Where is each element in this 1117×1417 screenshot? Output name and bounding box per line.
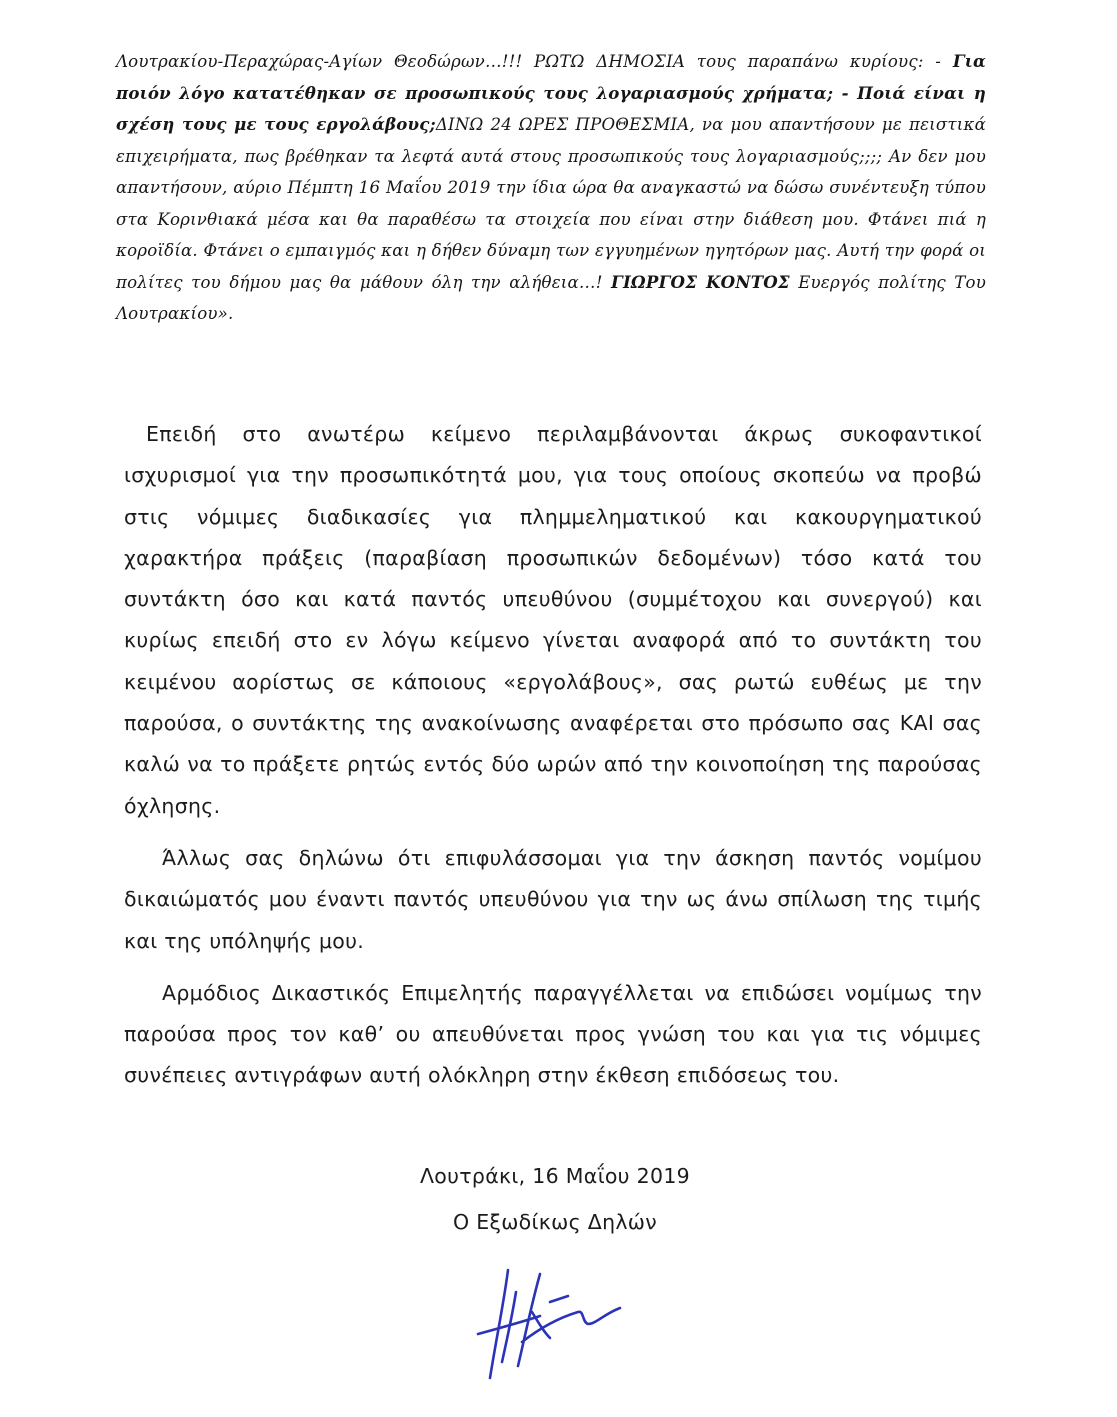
place-date: Λουτράκι, 16 Μαΐου 2019 — [419, 1164, 691, 1188]
paragraph-bailiff: Αρμόδιος Δικαστικός Επιμελητής παραγγέλλεται να επιδώσει νομίμως την παρούσα προς τον καθ’ ου απευθύνεται προς γνώση του και για τις νόμιμες συνέπειες αντιγράφων αυτή ολόκληρη στην έκθεση επιδόσεως του. — [124, 980, 982, 1088]
signatory-role: Ο Εξωδίκως Δηλών — [452, 1210, 658, 1234]
quote-bold-questions: Για ποιόν λόγο κατατέθηκαν σε προσωπικούς τους λογαριασμούς χρήματα; - Ποιά είναι η σχέση τους με τους εργολάβους; — [116, 51, 987, 134]
quoted-announcement — [116, 46, 986, 330]
handwritten-signature — [470, 1262, 640, 1382]
main-body — [124, 414, 982, 1108]
paragraph-reservation: Άλλως σας δηλώνω ότι επιφυλάσσομαι για την άσκηση παντός νομίμου δικαιώματός μου έναντι παντός υπευθύνου για την ως άνω σπίλωση της τιμής και της υπόληψής μου. — [124, 845, 982, 953]
quote-text-1: Λουτρακίου-Περαχώρας-Αγίων Θεοδώρων…!!! ΡΩΤΩ ΔΗΜΟΣΙΑ τους παραπάνω κυρίους: - — [116, 52, 942, 71]
quote-author-name: ΓΙΩΡΓΟΣ ΚΟΝΤΟΣ — [610, 271, 790, 292]
quote-text-3: Ευεργός πολίτης Του Λουτρακίου». — [116, 272, 986, 323]
paragraph-claims: Επειδή στο ανωτέρω κείμενο περιλαμβάνονται άκρως συκοφαντικοί ισχυρισμοί για την προσωπικότητά μου, για τους οποίους σκοπεύω να προβώ στις νόμιμες διαδικασίες για πλημμεληματικού και κακουργηματικού χαρακτήρα πράξεις (παραβίαση προσωπικών δεδομένων) τόσο κατά του συντάκτη όσο και κατά παντός υπευθύνου (συμμέτοχου και συνεργού) και κυρίως επειδή στο εν λόγω κείμενο γίνεται αναφορά από το συντάκτη του κειμένου αορίστως σε κάποιους «εργολάβους», σας ρωτώ ευθέως με την παρούσα, ο συντάκτης της ανακοίνωσης αναφέρεται στο πρόσωπο σας ΚΑΙ σας καλώ να το πράξετε ρητώς εντός δύο ωρών από την κοινοποίηση της παρούσας όχλησης. — [124, 422, 982, 818]
quote-text-2: ΔΙΝΩ 24 ΩΡΕΣ ΠΡΟΘΕΣΜΙΑ, να μου απαντήσουν με πειστικά επιχειρήματα, πως βρέθηκαν τα λεφτά αυτά στους προσωπικούς τους λογαριασμούς;;;; Αν δεν μου απαντήσουν, αύριο Πέμπτη 16 Μαΐου 2019 την ίδια ώρα θα αναγκαστώ να δώσω συνέντευξη τύπου στα Κορινθιακά μέσα και θα παραθέσω τα στοιχεία που είναι στην διάθεση μου. Φτάνει πιά η κοροϊδία. Φτάνει ο εμπαιγμός και η δήθεν δύναμη των εγγυημένων ηγητόρων μας. Αυτή την φορά οι πολίτες του δήμου μας θα μάθουν όλη την αλήθεια…! — [116, 115, 986, 292]
